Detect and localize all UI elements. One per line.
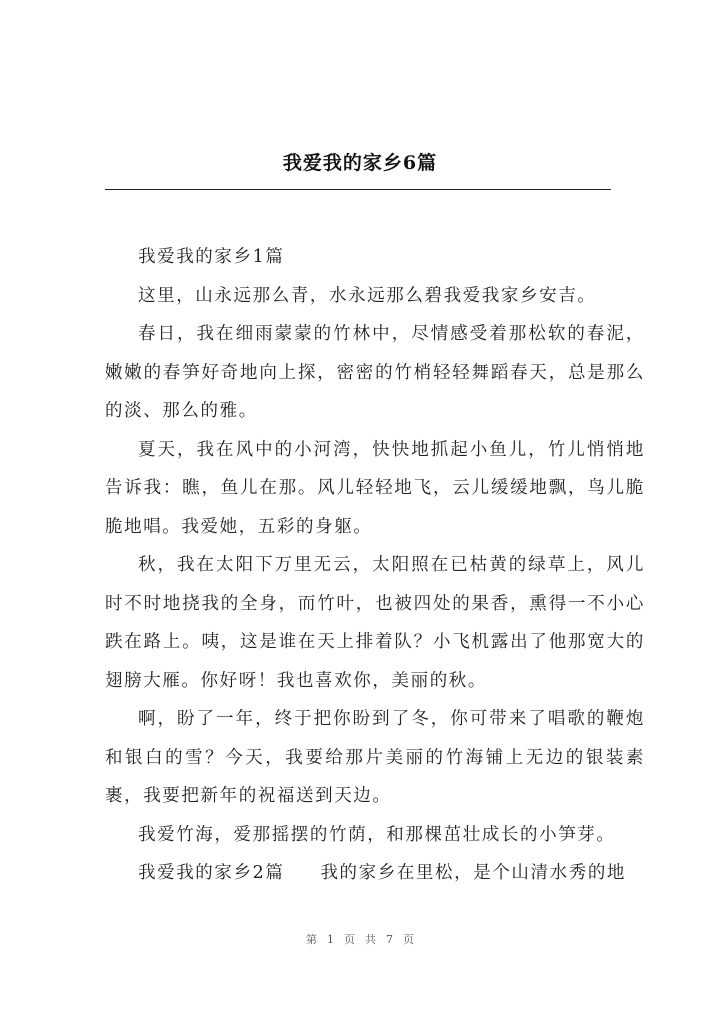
footer-current-page: 1 bbox=[327, 933, 334, 946]
paragraph: 夏天，我在风中的小河湾，快快地抓起小鱼儿，竹儿悄悄地告诉我：瞧，鱼儿在那。风儿轻轻地飞，云儿缓缓地飘，鸟儿脆脆地唱。我爱她，五彩的身躯。 bbox=[105, 439, 645, 537]
footer-total-unit: 页 bbox=[403, 933, 414, 946]
paragraph: 啊，盼了一年，终于把你盼到了冬，你可带来了唱歌的鞭炮和银白的雪？今天，我要给那片美丽的竹海铺上无边的银装素裹，我要把新年的祝福送到天边。 bbox=[105, 709, 645, 806]
document-title: 我爱我的家乡6篇 bbox=[282, 152, 438, 174]
paragraph: 这里，山永远那么青，水永远那么碧我爱我家乡安吉。 bbox=[138, 285, 597, 306]
section-heading: 我爱我的家乡2篇 bbox=[138, 863, 285, 883]
footer-page-unit: 页 bbox=[344, 933, 355, 946]
paragraph: 春日，我在细雨蒙蒙的竹林中，尽情感受着那松软的春泥，嫩嫩的春笋好奇地向上探，密密的竹梢轻轻舞蹈春天，总是那么的淡、那么的雅。 bbox=[105, 324, 645, 421]
document-body bbox=[105, 238, 645, 893]
section-text: 我的家乡在里松，是个山清水秀的地 bbox=[320, 863, 627, 883]
paragraph: 我爱竹海，爱那摇摆的竹荫，和那棵茁壮成长的小笋芽。 bbox=[138, 824, 616, 845]
footer-total-pages: 7 bbox=[386, 933, 393, 946]
paragraph: 秋，我在太阳下万里无云，太阳照在已枯黄的绿草上，风儿时不时地挠我的全身，而竹叶，也被四处的果香，熏得一不小心跌在路上。咦，这是谁在天上排着队？小飞机露出了他那宽大的翅膀大雁。你好呀！我也喜欢你，美丽的秋。 bbox=[105, 555, 645, 691]
page-footer bbox=[0, 931, 720, 947]
title-underline-divider bbox=[105, 189, 611, 190]
paragraph: 我爱我的家乡1篇 bbox=[138, 247, 285, 267]
footer-page-label: 第 bbox=[306, 933, 317, 946]
footer-total-label: 共 bbox=[365, 933, 376, 946]
paragraph-with-section-heading bbox=[105, 854, 645, 893]
